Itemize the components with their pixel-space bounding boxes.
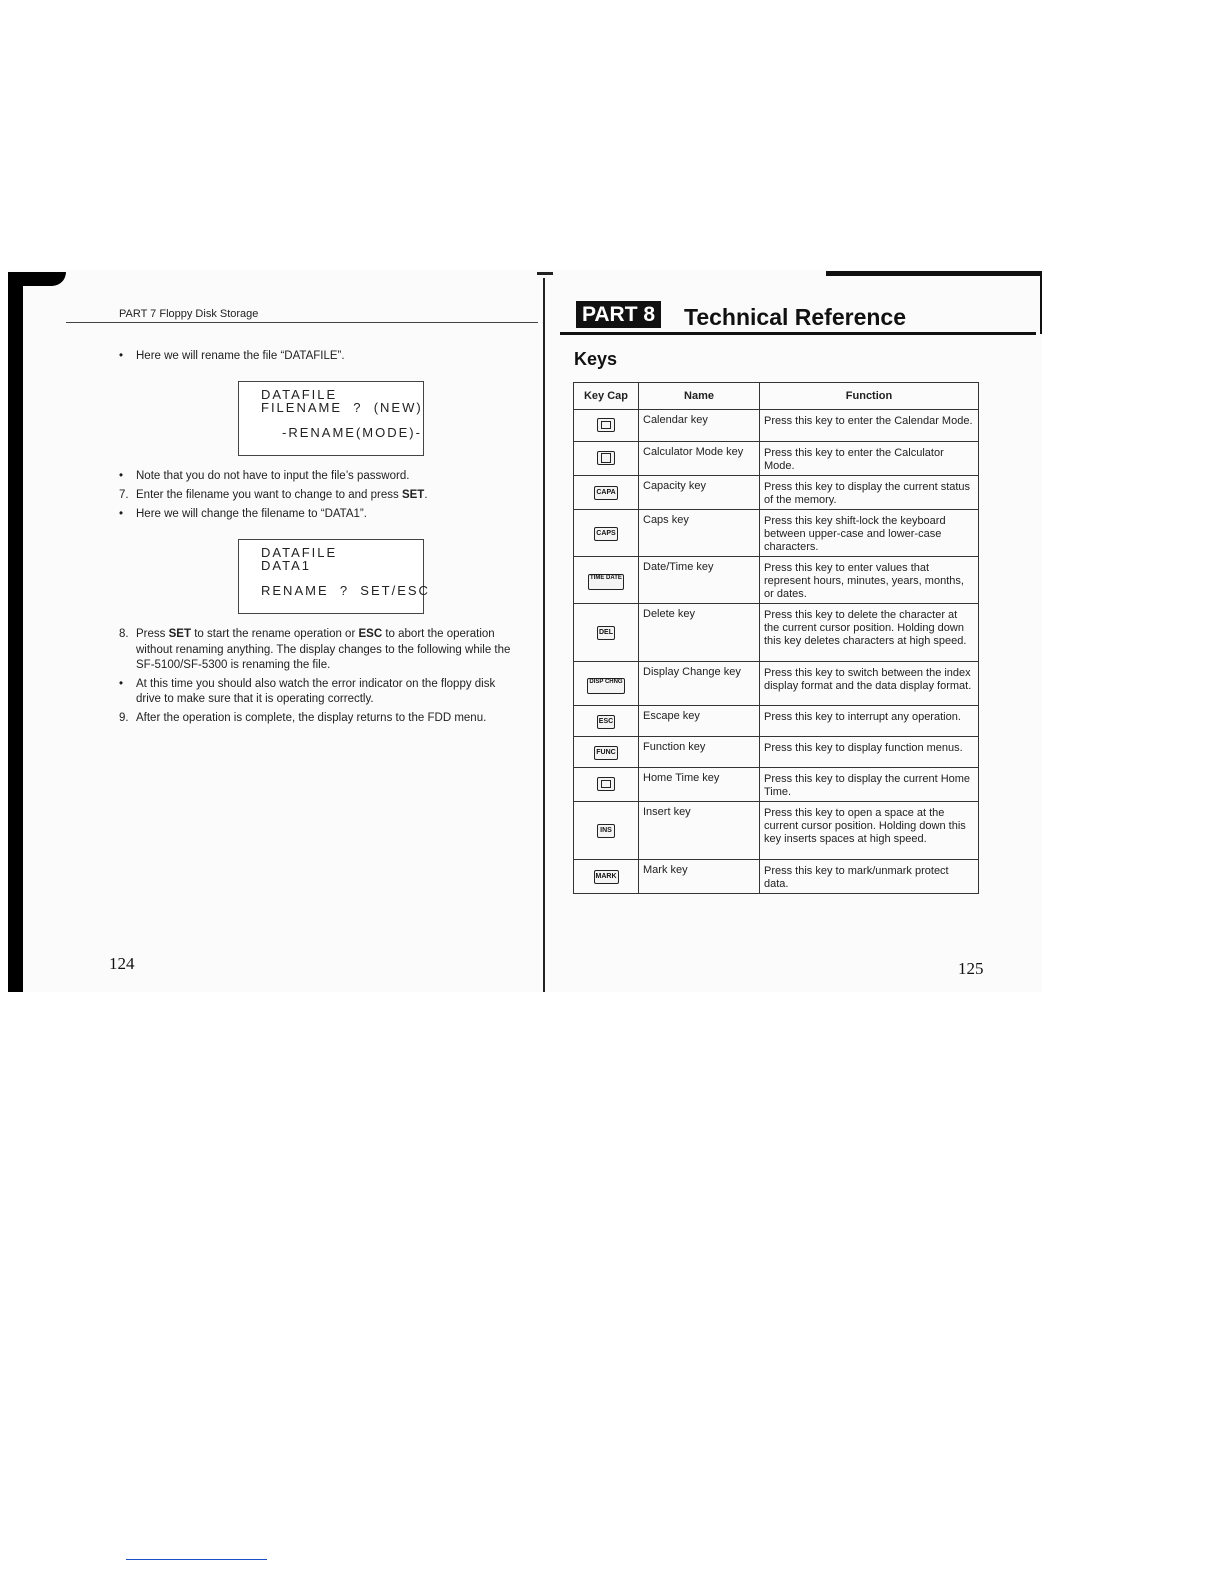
key-cap-cell xyxy=(574,510,639,557)
mark-key-icon: MARK xyxy=(594,870,619,884)
calendar-key-icon xyxy=(597,418,615,432)
bullet-dot: • xyxy=(119,470,124,482)
key-function-cell: Press this key to display function menus. xyxy=(760,737,979,768)
step-text: to abort the operation xyxy=(385,628,495,640)
step-number: 8. xyxy=(119,628,129,640)
instruction-step-continued: SF-5100/SF-5300 is renaming the file. xyxy=(136,659,331,671)
lcd-display-rename-confirm xyxy=(238,539,430,614)
key-function-cell: Press this key to display the current status of the memory. xyxy=(760,476,979,510)
part-badge: PART 8 xyxy=(576,301,661,328)
lcd-line: FILENAME ? (NEW) xyxy=(261,400,423,415)
key-cap-cell xyxy=(574,768,639,802)
key-name-cell: Display Change key xyxy=(639,662,760,706)
instruction-step xyxy=(136,627,528,642)
page-number-right: 125 xyxy=(958,959,984,978)
key-function-cell: Press this key to mark/unmark protect data. xyxy=(760,860,979,894)
page-right-edge xyxy=(1040,272,1042,334)
caps-key-icon: CAPS xyxy=(594,527,617,541)
calculator-key-icon xyxy=(597,451,615,465)
bullet-dot: • xyxy=(119,508,124,520)
lcd-line: DATAFILE xyxy=(261,387,338,402)
key-function-cell: Press this key to enter the Calculator Mode. xyxy=(760,442,979,476)
key-cap-cell xyxy=(574,604,639,662)
footer-link-underline[interactable] xyxy=(126,1559,267,1560)
key-function-cell: Press this key to open a space at the current cursor position. Holding down this key inserts spaces at high speed. xyxy=(760,802,979,860)
instruction-step: Enter the filename you want to change to and press SET. xyxy=(136,489,428,501)
display-change-key-icon: DISP CHNG xyxy=(587,678,624,694)
key-function-cell: Press this key to enter values that represent hours, minutes, years, months, or dates. xyxy=(760,557,979,604)
key-function-cell: Press this key to switch between the index display format and the data display format. xyxy=(760,662,979,706)
table-row xyxy=(574,802,979,860)
key-function-cell: Press this key to interrupt any operation. xyxy=(760,706,979,737)
date-time-key-icon: TIME DATE xyxy=(588,574,624,590)
lcd-line: DATA1 xyxy=(261,558,311,573)
page-gutter xyxy=(543,278,545,992)
key-name-cell: Insert key xyxy=(639,802,760,860)
key-cap-cell xyxy=(574,706,639,737)
page-gutter-top xyxy=(537,272,553,275)
delete-key-icon: DEL xyxy=(597,626,615,640)
lcd-line: -RENAME(MODE)- xyxy=(282,425,422,440)
key-cap-cell xyxy=(574,442,639,476)
key-name-cell: Escape key xyxy=(639,706,760,737)
key-name-cell: Capacity key xyxy=(639,476,760,510)
table-row xyxy=(574,662,979,706)
key-function-cell: Press this key to delete the character at the current cursor position. Holding down this key deletes characters at high speed. xyxy=(760,604,979,662)
column-header-key-cap: Key Cap xyxy=(574,383,639,410)
key-cap-cell xyxy=(574,737,639,768)
key-name-cell: Date/Time key xyxy=(639,557,760,604)
key-cap-cell xyxy=(574,662,639,706)
part-title-rule xyxy=(560,332,1036,335)
step-number: 7. xyxy=(119,489,129,501)
key-cap-cell xyxy=(574,860,639,894)
table-row xyxy=(574,442,979,476)
bullet-dot: • xyxy=(119,678,124,690)
key-function-cell: Press this key to enter the Calendar Mode. xyxy=(760,410,979,442)
column-header-function: Function xyxy=(760,383,979,410)
lcd-display-rename-mode xyxy=(238,381,424,456)
key-function-cell: Press this key to display the current Home Time. xyxy=(760,768,979,802)
table-row xyxy=(574,410,979,442)
scan-edge-left-corner xyxy=(8,272,66,286)
running-head-rule xyxy=(66,322,538,323)
step-number: 9. xyxy=(119,712,129,724)
home-time-key-icon xyxy=(597,777,615,791)
key-cap-cell xyxy=(574,557,639,604)
scan-edge-left xyxy=(8,272,23,992)
table-row xyxy=(574,476,979,510)
step-text: Press xyxy=(136,628,166,640)
capacity-key-icon: CAPA xyxy=(594,486,617,500)
key-name-cell: Home Time key xyxy=(639,768,760,802)
step-text: to start the rename operation or xyxy=(194,628,356,640)
instruction-bullet-continued: drive to make sure that it is operating correctly. xyxy=(136,693,374,705)
key-cap-cell xyxy=(574,410,639,442)
table-row xyxy=(574,737,979,768)
instruction-bullet: Note that you do not have to input the file’s password. xyxy=(136,470,410,482)
key-name-cell: Calendar key xyxy=(639,410,760,442)
instruction-bullet: At this time you should also watch the error indicator on the floppy disk xyxy=(136,678,496,690)
bullet-dot: • xyxy=(119,350,124,362)
instruction-bullet: Here we will rename the file “DATAFILE”. xyxy=(136,350,345,362)
instruction-step-continued: without renaming anything. The display changes to the following while the xyxy=(136,644,511,656)
lcd-line: RENAME ? SET/ESC xyxy=(261,583,430,598)
function-key-icon: FUNC xyxy=(594,746,617,760)
table-row xyxy=(574,510,979,557)
page-number-left: 124 xyxy=(109,954,135,973)
section-title: Keys xyxy=(574,349,618,369)
escape-key-icon: ESC xyxy=(597,715,615,729)
table-row xyxy=(574,706,979,737)
table-row xyxy=(574,768,979,802)
key-function-cell: Press this key shift-lock the keyboard between upper-case and lower-case characters. xyxy=(760,510,979,557)
key-name-cell: Function key xyxy=(639,737,760,768)
column-header-name: Name xyxy=(639,383,760,410)
insert-key-icon: INS xyxy=(597,824,615,838)
page-top-rule xyxy=(826,271,1042,276)
table-header-row xyxy=(574,383,979,410)
key-cap-cell xyxy=(574,476,639,510)
running-head: PART 7 Floppy Disk Storage xyxy=(119,308,259,320)
instruction-step: After the operation is complete, the display returns to the FDD menu. xyxy=(136,712,487,724)
part-title: Technical Reference xyxy=(684,304,907,330)
table-row xyxy=(574,860,979,894)
key-name: SET xyxy=(168,628,191,640)
key-name-cell: Mark key xyxy=(639,860,760,894)
key-cap-cell xyxy=(574,802,639,860)
table-row xyxy=(574,604,979,662)
step-text: Enter the filename you want to change to and press xyxy=(136,489,399,501)
instruction-bullet: Here we will change the filename to “DATA1”. xyxy=(136,508,367,520)
key-name: ESC xyxy=(358,628,383,640)
key-name-cell: Calculator Mode key xyxy=(639,442,760,476)
lcd-line: DATAFILE xyxy=(261,545,338,560)
key-name-cell: Caps key xyxy=(639,510,760,557)
table-row xyxy=(574,557,979,604)
key-name: SET xyxy=(401,489,425,501)
keys-table xyxy=(573,382,979,894)
key-name-cell: Delete key xyxy=(639,604,760,662)
